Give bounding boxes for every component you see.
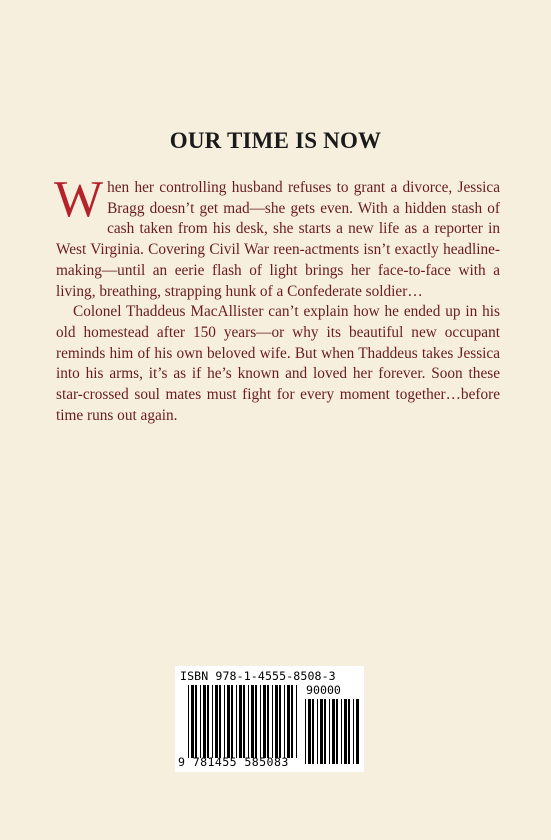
barcode-bar-16 — [251, 685, 254, 758]
barcode-bar-17 — [255, 685, 257, 758]
barcode-bar-3 — [317, 699, 318, 764]
barcode-bar-13 — [356, 699, 359, 764]
book-title: OUR TIME IS NOW — [169, 128, 382, 153]
blurb-paragraph-1-text: hen her controlling husband refuses to grant a divorce, Jessica Bragg doesn’t get mad—she gets even. With a hidden stash of cash taken from his desk, she starts a new life as a reporter in West Virginia. Covering Civil War reen-actments isn’t exactly headline-making—until an eerie flash of light brings her face-to-face with a living, breathing, strapping hunk of a Confederate soldier… — [56, 179, 500, 300]
barcode-bar-27 — [296, 685, 297, 758]
barcode-bar-25 — [287, 685, 290, 758]
barcode-bar-2 — [195, 685, 197, 758]
barcode-bar-8 — [219, 685, 221, 758]
barcode-bar-12 — [236, 685, 237, 758]
isbn-number: ISBN 978-1-4555-8508-3 — [180, 669, 336, 683]
barcode-bar-9 — [341, 699, 342, 764]
barcode-bar-4 — [320, 699, 323, 764]
barcode-bar-6 — [329, 699, 330, 764]
drop-cap: W — [54, 171, 104, 228]
barcode-bar-23 — [279, 685, 281, 758]
barcode-bar-24 — [284, 685, 285, 758]
barcode-bar-9 — [224, 685, 225, 758]
barcode-bar-1 — [191, 685, 194, 758]
barcode-bar-7 — [332, 699, 335, 764]
barcode-bar-21 — [272, 685, 273, 758]
back-cover-blurb — [54, 171, 500, 426]
barcode-bar-0 — [305, 699, 306, 764]
barcode-bar-11 — [231, 685, 233, 758]
barcode-bar-10 — [227, 685, 230, 758]
barcode-bar-18 — [260, 685, 261, 758]
barcode-digits: 9 781455 585083 — [178, 755, 289, 769]
barcode-bar-14 — [243, 685, 245, 758]
barcode-bar-4 — [203, 685, 206, 758]
barcode-bar-5 — [324, 699, 326, 764]
barcode-bar-7 — [215, 685, 218, 758]
barcode-bar-2 — [312, 699, 314, 764]
blurb-paragraph-1 — [54, 171, 500, 302]
barcode-bar-1 — [308, 699, 311, 764]
barcode-bar-6 — [212, 685, 213, 758]
price-addon-code: 90000 — [306, 683, 341, 697]
barcode-bar-22 — [275, 685, 278, 758]
barcode-bar-3 — [200, 685, 201, 758]
barcode-bar-8 — [336, 699, 338, 764]
barcode-bar-12 — [353, 699, 354, 764]
barcode-bar-26 — [291, 685, 293, 758]
barcode-bar-13 — [239, 685, 242, 758]
blurb-paragraph-2: Colonel Thaddeus MacAllister can’t explain how he ended up in his old homestead after 150 years—or why its beautiful new occupant reminds him of his own beloved wife. But when Thaddeus takes Jessica into his arms, it’s as if he’s known and loved her forever. Soon these star-crossed soul mates must fight for every moment together…before time runs out again. — [56, 303, 500, 424]
barcode-bar-5 — [207, 685, 209, 758]
barcode-bar-15 — [248, 685, 249, 758]
barcode-bar-10 — [344, 699, 347, 764]
barcode-bar-20 — [267, 685, 269, 758]
barcode-bar-0 — [188, 685, 189, 758]
barcode-bar-19 — [263, 685, 266, 758]
barcode-bar-11 — [348, 699, 350, 764]
isbn-barcode — [175, 666, 364, 772]
